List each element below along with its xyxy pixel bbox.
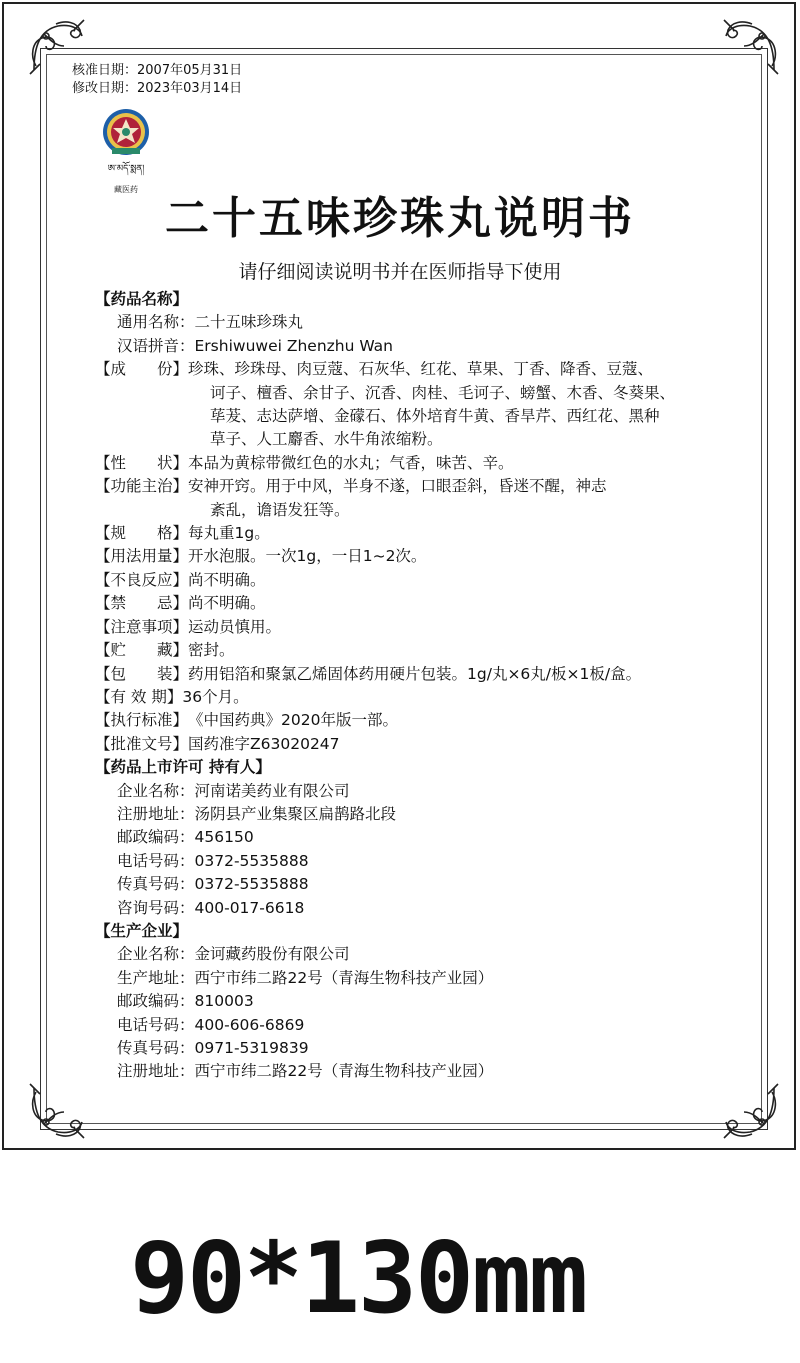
info-value: 西宁市纬二路22号（青海生物科技产业园） [194, 968, 494, 987]
info-label: 电话号码： [117, 851, 195, 870]
info-line [95, 663, 735, 686]
page-subtitle: 请仔细阅读说明书并在医师指导下使用 [238, 261, 562, 283]
info-line [95, 428, 735, 451]
info-label: 企业名称： [117, 781, 195, 800]
page-title: 二十五味珍珠丸说明书 [165, 193, 635, 244]
info-label: 【生产企业】 [95, 921, 189, 940]
info-value: 运动员慎用。 [188, 617, 282, 636]
info-label [95, 428, 210, 451]
info-value: 开水泡服。一次1g，一日1~2次。 [188, 547, 427, 566]
approval-date: 核准日期：2007年05月31日 [72, 63, 243, 78]
info-line [95, 1037, 735, 1060]
info-line [95, 990, 735, 1013]
info-value: 本品为黄棕带微红色的水丸；气香，味苦、辛。 [188, 453, 514, 472]
info-value: Ershiwuwei Zhenzhu Wan [194, 336, 394, 355]
info-label: 电话号码： [117, 1015, 195, 1034]
logo-tibetan-text: ཨ་མདོ་སྨན། [107, 164, 145, 174]
info-line [95, 358, 735, 381]
info-line [95, 897, 735, 920]
info-label [95, 405, 210, 428]
info-value: 汤阴县产业集聚区扁鹊路北段 [194, 804, 397, 823]
info-line [95, 826, 735, 849]
size-label: 90*130mm [130, 1222, 587, 1336]
info-label [95, 382, 210, 405]
info-label: 【禁 忌】 [95, 594, 189, 613]
info-value: 珍珠、珍珠母、肉豆蔻、石灰华、红花、草果、丁香、降香、豆蔻、 [188, 360, 654, 379]
info-label: 【不良反应】 [95, 570, 189, 589]
info-line [95, 850, 735, 873]
info-line [95, 639, 735, 662]
info-label: 注册地址： [117, 1062, 195, 1081]
company-emblem-icon [98, 108, 154, 158]
info-value: 每丸重1g。 [188, 524, 270, 543]
info-value: 0372-5535888 [194, 851, 309, 870]
info-value: 二十五味珍珠丸 [194, 313, 304, 332]
info-value: 草子、人工麝香、水牛角浓缩粉。 [210, 430, 443, 449]
info-label: 通用名称： [117, 313, 195, 332]
info-value: 密封。 [188, 641, 235, 660]
info-value [188, 920, 735, 943]
info-label: 【批准文号】 [95, 734, 189, 753]
info-label: 传真号码： [117, 1039, 195, 1057]
info-line [95, 522, 735, 545]
info-value: 810003 [194, 992, 254, 1011]
info-label: 注册地址： [117, 804, 195, 823]
info-line [95, 311, 735, 334]
info-line [95, 405, 735, 428]
info-line [95, 1014, 735, 1037]
info-line [95, 803, 735, 826]
logo-chinese-text: 藏医药 [114, 185, 138, 194]
info-value: 尚不明确。 [188, 594, 266, 613]
info-value: 河南诺美药业有限公司 [194, 781, 350, 800]
info-value: 荜茇、志达萨增、金礞石、体外培育牛黄、香旱芹、西红花、黑种 [210, 407, 660, 426]
info-label: 【功能主治】 [95, 477, 189, 496]
info-label: 【包 装】 [95, 664, 189, 683]
info-line [95, 475, 735, 498]
info-label: 【药品名称】 [95, 290, 189, 308]
info-label: 生产地址： [117, 968, 195, 987]
info-value: 诃子、檀香、余甘子、沉香、肉桂、毛诃子、螃蟹、木香、冬葵果、 [210, 383, 676, 402]
info-value: 安神开窍。用于中风，半身不遂，口眼歪斜，昏迷不醒，神志 [188, 477, 607, 496]
info-value: 金诃藏药股份有限公司 [194, 945, 350, 964]
info-value: 36个月。 [182, 687, 249, 706]
info-value: 456150 [194, 828, 254, 847]
leaflet-content [95, 288, 735, 1084]
info-line [95, 592, 735, 615]
info-value: 紊乱，谵语发狂等。 [210, 500, 350, 519]
info-value: 西宁市纬二路22号（青海生物科技产业园） [194, 1062, 494, 1081]
info-value: 国药准字Z63020247 [188, 734, 340, 753]
info-line [95, 920, 735, 943]
ornament-corner-icon [720, 16, 782, 78]
info-line [95, 545, 735, 568]
info-label: 【性 状】 [95, 453, 189, 472]
info-line [95, 733, 735, 756]
info-line [95, 686, 735, 709]
info-label: 咨询号码： [117, 898, 195, 917]
info-value: 《中国药典》2020年版一部。 [188, 711, 398, 730]
info-line [95, 1060, 735, 1083]
info-line [95, 616, 735, 639]
info-value: 400-017-6618 [194, 898, 305, 917]
revision-date: 修改日期：2023年03月14日 [72, 81, 243, 96]
ornament-corner-icon [720, 1080, 782, 1142]
info-label: 邮政编码： [117, 992, 195, 1011]
info-label: 【药品上市许可 持有人】 [95, 758, 271, 777]
info-line [95, 452, 735, 475]
info-line [95, 967, 735, 990]
info-label: 【成 份】 [95, 360, 189, 379]
info-label: 【有 效 期】 [95, 687, 183, 706]
info-value: 尚不明确。 [188, 570, 266, 589]
info-line [95, 756, 735, 779]
info-value: 药用铝箔和聚氯乙烯固体药用硬片包装。1g/丸×6丸/板×1板/盒。 [188, 664, 642, 683]
info-line [95, 288, 735, 311]
document-dates [72, 62, 242, 98]
info-label: 【执行标准】 [95, 711, 189, 730]
info-line [95, 943, 735, 966]
info-value: 0372-5535888 [194, 875, 309, 894]
info-value: 400-606-6869 [194, 1015, 305, 1034]
info-value: 0971-5319839 [194, 1039, 309, 1057]
info-line [95, 873, 735, 896]
info-value [188, 288, 735, 311]
info-line [95, 780, 735, 803]
info-line [95, 335, 735, 358]
info-label: 邮政编码： [117, 828, 195, 847]
info-label: 【注意事项】 [95, 617, 189, 636]
info-label: 传真号码： [117, 875, 195, 894]
info-label: 【用法用量】 [95, 547, 189, 566]
ornament-corner-icon [26, 1080, 88, 1142]
info-line [95, 499, 735, 522]
info-line [95, 709, 735, 732]
info-label: 企业名称： [117, 945, 195, 964]
info-label: 【规 格】 [95, 524, 189, 543]
info-line [95, 569, 735, 592]
info-label: 汉语拼音： [117, 336, 195, 355]
info-label: 【贮 藏】 [95, 641, 189, 660]
info-line [95, 382, 735, 405]
info-value [271, 756, 735, 779]
info-label [95, 499, 210, 522]
